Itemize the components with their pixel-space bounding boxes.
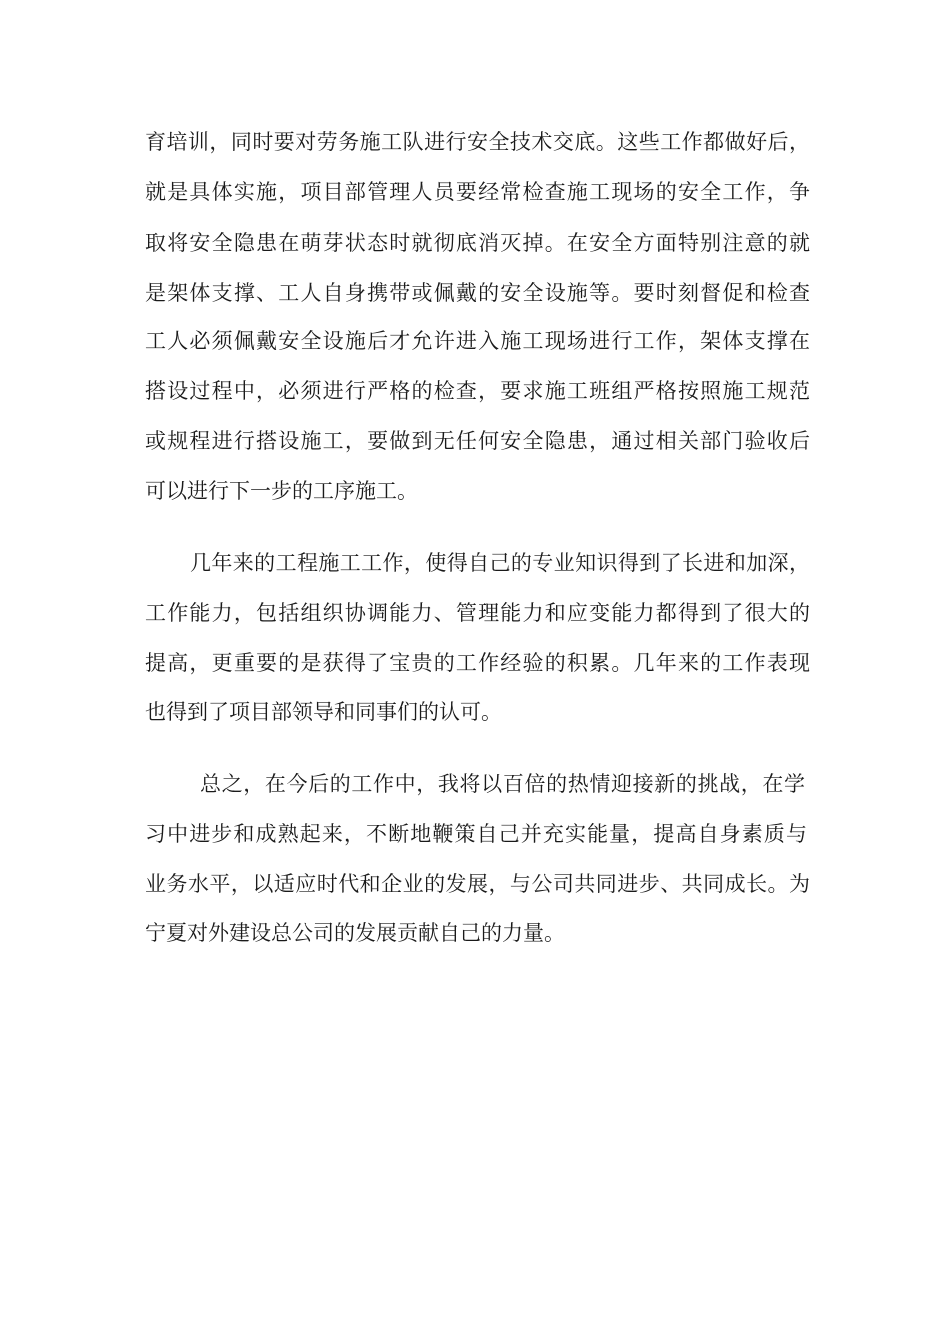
paragraph-3-line-1: 总之，在今后的工作中，我将以百倍的热情迎接新的挑战，在学	[200, 772, 805, 796]
paragraph-2-line-4: 也得到了项目部领导和同事们的认可。	[145, 700, 502, 724]
paragraph-2-line-1: 几年来的工程施工工作，使得自己的专业知识得到了长进和加深，	[190, 551, 810, 575]
paragraph-1-line-6: 搭设过程中，必须进行严格的检查，要求施工班组严格按照施工规范	[145, 379, 810, 403]
paragraph-3-line-3: 业务水平，以适应时代和企业的发展，与公司共同进步、共同成长。为	[145, 872, 810, 896]
paragraph-1-line-4: 是架体支撑、工人自身携带或佩戴的安全设施等。要时刻督促和检查	[145, 281, 810, 305]
paragraph-2-line-2: 工作能力，包括组织协调能力、管理能力和应变能力都得到了很大的	[145, 601, 810, 625]
paragraph-1-line-1: 育培训，同时要对劳务施工队进行安全技术交底。这些工作都做好后，	[145, 130, 810, 154]
paragraph-3-line-2: 习中进步和成熟起来，不断地鞭策自己并充实能量，提高自身素质与	[145, 822, 807, 846]
paragraph-1-line-5: 工人必须佩戴安全设施后才允许进入施工现场进行工作，架体支撑在	[145, 329, 810, 353]
paragraph-2-line-3: 提高，更重要的是获得了宝贵的工作经验的积累。几年来的工作表现	[145, 651, 810, 675]
paragraph-1-line-2: 就是具体实施，项目部管理人员要经常检查施工现场的安全工作，争	[145, 180, 810, 204]
paragraph-3-line-4: 宁夏对外建设总公司的发展贡献自己的力量。	[145, 921, 565, 945]
paragraph-1-line-7: 或规程进行搭设施工，要做到无任何安全隐患，通过相关部门验收后	[145, 429, 810, 453]
paragraph-1-line-8: 可以进行下一步的工序施工。	[145, 479, 418, 503]
paragraph-1-line-3: 取将安全隐患在萌芽状态时就彻底消灭掉。在安全方面特别注意的就	[145, 231, 810, 255]
